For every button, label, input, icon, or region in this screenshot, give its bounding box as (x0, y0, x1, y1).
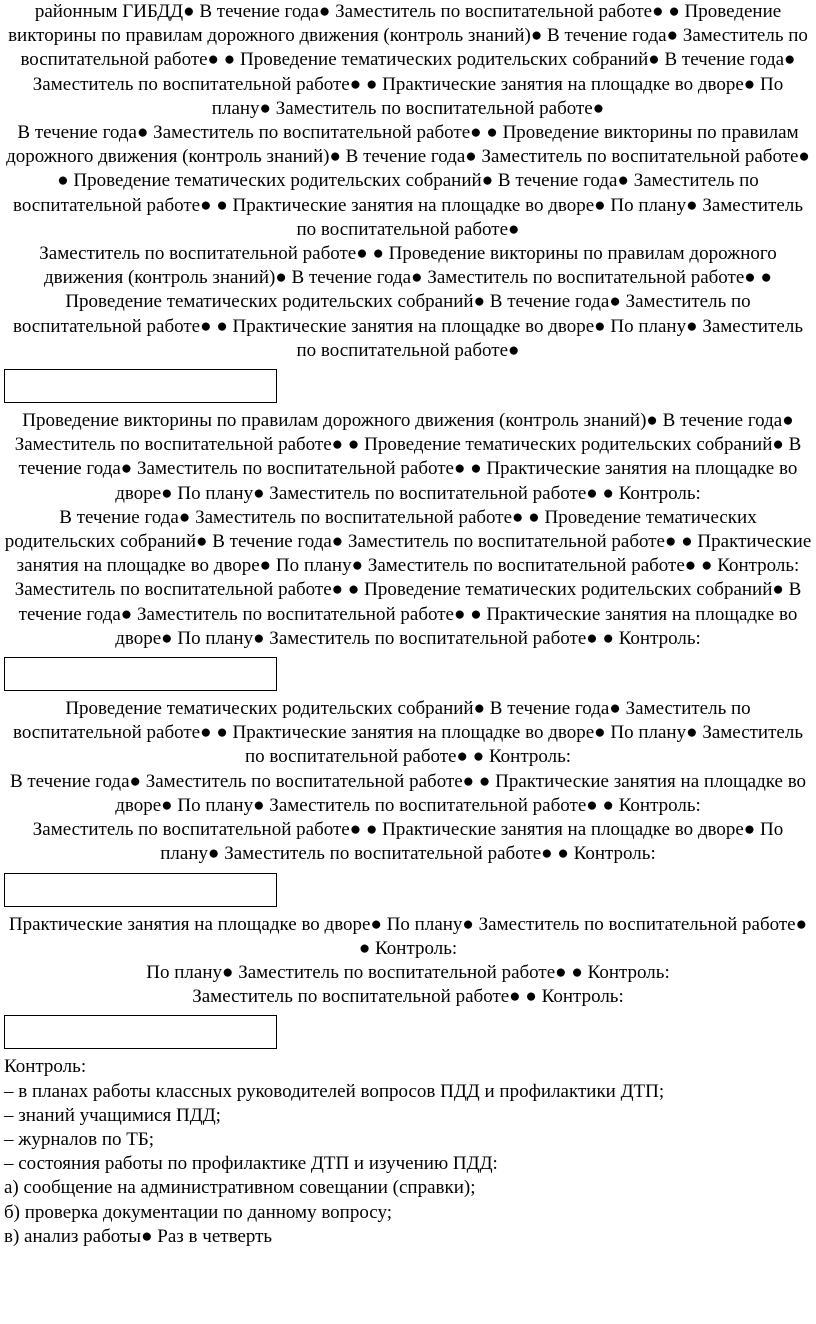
body-paragraph: Заместитель по воспитательной работе● ● Практические занятия на площадке во дворе● По плану● Заместитель по воспитательной работе● ● Контроль: (32, 819, 784, 865)
empty-table-cell-box (4, 1015, 277, 1049)
body-paragraph: По плану● Заместитель по воспитательной работе● ● Контроль: (146, 961, 670, 983)
control-list-item: – знаний учащимися ПДД; (4, 1104, 221, 1126)
control-list-item: – состояния работы по профилактике ДТП и изучению ПДД: (4, 1153, 498, 1175)
control-list-item: в) анализ работы● Раз в четверть (4, 1225, 273, 1247)
body-paragraph: Заместитель по воспитательной работе● ● Контроль: (192, 986, 624, 1008)
control-list-item: б) проверка документации по данному вопросу; (4, 1201, 393, 1223)
control-list-item: а) сообщение на административном совещании (справки); (4, 1177, 476, 1199)
body-paragraph: районным ГИБДД● В течение года● Заместитель по воспитательной работе● ● Проведение викторины по правилам дорожного движения (контроль знаний)● В течение года● Заместитель по воспитательной работе● ● Проведение тематических родительских собраний● В течение года● Заместитель по воспитательной работе● ● Практические занятия на площадке во дворе● По плану● Заместитель по воспитательной работе● (8, 1, 808, 119)
body-paragraph: В течение года● Заместитель по воспитательной работе● ● Проведение викторины по правилам дорожного движения (контроль знаний)● В течение года● Заместитель по воспитательной работе● ● Проведение тематических родительских собраний● В течение года● Заместитель по воспитательной работе● ● Практические занятия на площадке во дворе● По плану● Заместитель по воспитательной работе● (6, 122, 810, 240)
body-paragraph: Проведение викторины по правилам дорожного движения (контроль знаний)● В течение года● Заместитель по воспитательной работе● ● Проведение тематических родительских собраний● В течение года● Заместитель по воспитательной работе● ● Практические занятия на площадке во дворе● По плану● Заместитель по воспитательной работе● ● Контроль: (14, 410, 802, 504)
empty-table-cell-box (4, 873, 277, 907)
control-list-item: – журналов по ТБ; (4, 1128, 155, 1150)
body-paragraph: Проведение тематических родительских собраний● В течение года● Заместитель по воспитательной работе● ● Практические занятия на площадке во дворе● По плану● Заместитель по воспитательной работе● ● Контроль: (12, 698, 803, 768)
control-list-item: – в планах работы классных руководителей вопросов ПДД и профилактики ДТП; (4, 1080, 665, 1102)
empty-table-cell-box (4, 657, 277, 691)
empty-table-cell-box (4, 369, 277, 403)
body-paragraph: В течение года● Заместитель по воспитательной работе● ● Проведение тематических родительских собраний● В течение года● Заместитель по воспитательной работе● ● Практические занятия на площадке во дворе● По плану● Заместитель по воспитательной работе● ● Контроль: (4, 506, 812, 577)
body-paragraph: Практические занятия на площадке во дворе● По плану● Заместитель по воспитательной работе● ● Контроль: (8, 913, 808, 959)
body-paragraph: Заместитель по воспитательной работе● ● Проведение тематических родительских собраний● В течение года● Заместитель по воспитательной работе● ● Практические занятия на площадке во дворе● По плану● Заместитель по воспитательной работе● ● Контроль: (14, 579, 802, 649)
control-list (0, 1055, 816, 1249)
body-paragraph: Заместитель по воспитательной работе● ● Проведение викторины по правилам дорожного движения (контроль знаний)● В течение года● Заместитель по воспитательной работе● ● Проведение тематических родительских собраний● В течение года● Заместитель по воспитательной работе● ● Практические занятия на площадке во дворе● По плану● Заместитель по воспитательной работе● (12, 243, 803, 361)
control-list-item: Контроль: (4, 1056, 87, 1078)
body-paragraph: В течение года● Заместитель по воспитательной работе● ● Практические занятия на площадке во дворе● По плану● Заместитель по воспитательной работе● ● Контроль: (9, 770, 807, 816)
